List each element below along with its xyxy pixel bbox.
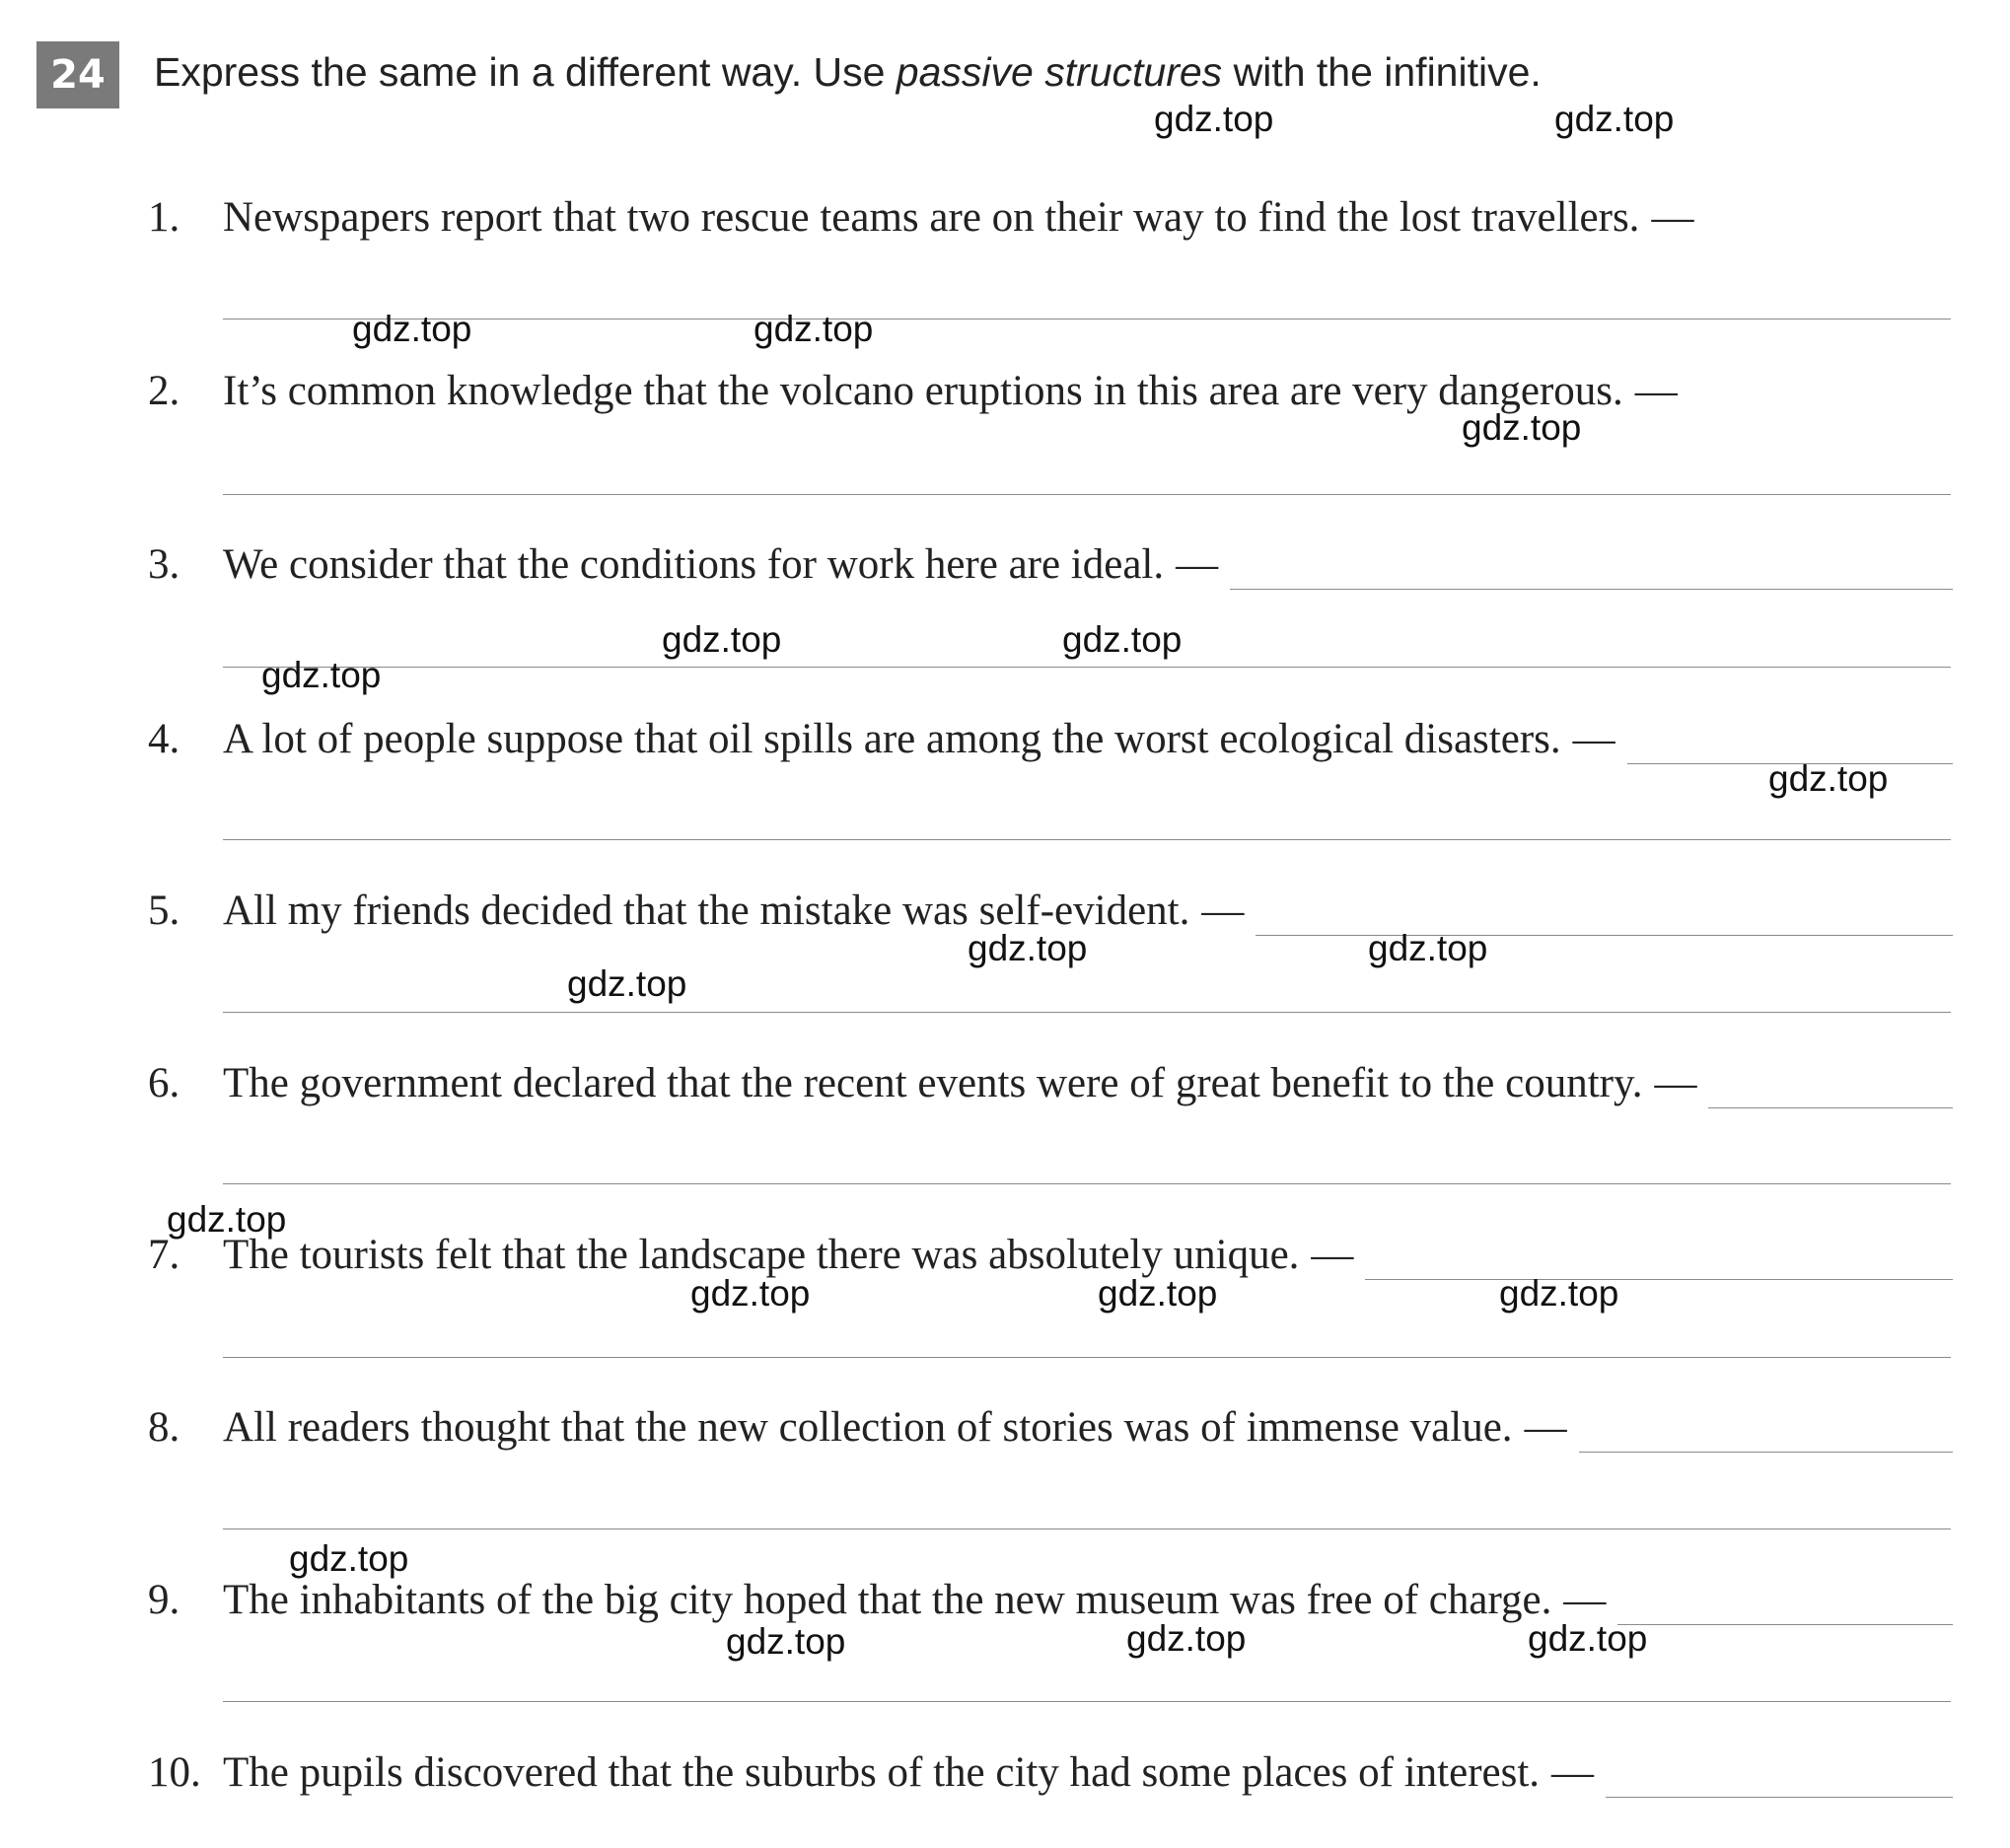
item-dash: — [1311,1232,1354,1278]
watermark: gdz.top [662,619,782,660]
watermark: gdz.top [968,928,1088,968]
exercise-item-9 [148,1576,1953,1631]
instruction-end: with the infinitive. [1222,49,1542,95]
exercise-item-1 [148,193,1953,249]
item-dash: — [1551,1749,1595,1796]
item-dash: — [1201,888,1245,934]
item-number: 1. [148,194,180,241]
watermark: gdz.top [261,655,382,695]
item-sentence: The government declared that the recent events were of great benefit to the country. [223,1060,1643,1106]
item-number: 6. [148,1060,180,1106]
exercise-item-8 [148,1403,1953,1458]
exercise-item-2 [148,367,1953,422]
watermark: gdz.top [352,309,472,349]
item-dash: — [1563,1577,1607,1623]
exercise-item-7 [148,1231,1953,1286]
instruction-emphasis: passive structures [896,49,1223,95]
answer-blank[interactable] [1708,1107,1953,1108]
watermark: gdz.top [690,1273,811,1314]
watermark: gdz.top [726,1621,846,1662]
item-sentence: We consider that the conditions for work here are ideal. [223,541,1165,588]
item-dash: — [1572,716,1615,762]
answer-line-3[interactable] [223,667,1951,668]
watermark: gdz.top [1528,1618,1648,1659]
item-number: 3. [148,541,180,588]
item-sentence: The tourists felt that the landscape there was absolutely unique. [223,1232,1300,1278]
exercise-item-3 [148,540,1953,596]
answer-line-8[interactable] [223,1528,1951,1529]
answer-line-9[interactable] [223,1701,1951,1702]
item-number: 2. [148,368,180,414]
exercise-instruction [154,49,1542,96]
answer-blank[interactable] [1606,1797,1953,1798]
item-dash: — [1651,194,1694,241]
watermark: gdz.top [1462,407,1582,448]
answer-blank[interactable] [1617,1624,1953,1625]
exercise-item-10 [148,1748,1953,1804]
instruction-start: Express the same in a different way. Use [154,49,897,95]
watermark: gdz.top [567,963,687,1004]
item-number: 8. [148,1404,180,1451]
watermark: gdz.top [1499,1273,1619,1314]
answer-line-7[interactable] [223,1357,1951,1358]
item-sentence: A lot of people suppose that oil spills are among the worst ecological disasters. [223,716,1561,762]
answer-line-1[interactable] [223,319,1951,320]
answer-blank[interactable] [1579,1452,1953,1453]
watermark: gdz.top [1368,928,1488,968]
item-sentence: All readers thought that the new collection of stories was of immense value. [223,1404,1513,1451]
item-sentence: All my friends decided that the mistake was self-evident. [223,888,1190,934]
item-sentence: It’s common knowledge that the volcano eruptions in this area are very dangerous. [223,368,1623,414]
item-dash: — [1524,1404,1567,1451]
watermark: gdz.top [1768,758,1889,799]
answer-line-5[interactable] [223,1012,1951,1013]
exercise-number-badge: 24 [36,41,119,108]
watermark: gdz.top [1554,99,1675,139]
item-sentence: The pupils discovered that the suburbs of the city had some places of interest. [223,1749,1541,1796]
answer-line-4[interactable] [223,839,1951,840]
answer-blank[interactable] [1365,1279,1953,1280]
answer-blank[interactable] [1230,589,1953,590]
watermark: gdz.top [1126,1618,1247,1659]
item-number: 5. [148,888,180,934]
watermark: gdz.top [754,309,874,349]
item-sentence: Newspapers report that two rescue teams are on their way to find the lost travellers. [223,194,1640,241]
watermark: gdz.top [167,1199,287,1240]
item-number: 4. [148,716,180,762]
answer-line-2[interactable] [223,494,1951,495]
item-dash: — [1634,368,1678,414]
watermark: gdz.top [289,1538,409,1579]
answer-line-6[interactable] [223,1183,1951,1184]
exercise-item-4 [148,715,1953,770]
item-number: 9. [148,1577,180,1623]
item-dash: — [1654,1060,1697,1106]
item-dash: — [1176,541,1219,588]
exercise-item-6 [148,1059,1953,1114]
watermark: gdz.top [1098,1273,1218,1314]
watermark: gdz.top [1062,619,1183,660]
item-number: 10. [148,1749,201,1796]
item-sentence: The inhabitants of the big city hoped that the new museum was free of charge. [223,1577,1552,1623]
answer-blank[interactable] [1256,935,1953,936]
item-number: 7. [148,1232,180,1278]
watermark: gdz.top [1154,99,1274,139]
